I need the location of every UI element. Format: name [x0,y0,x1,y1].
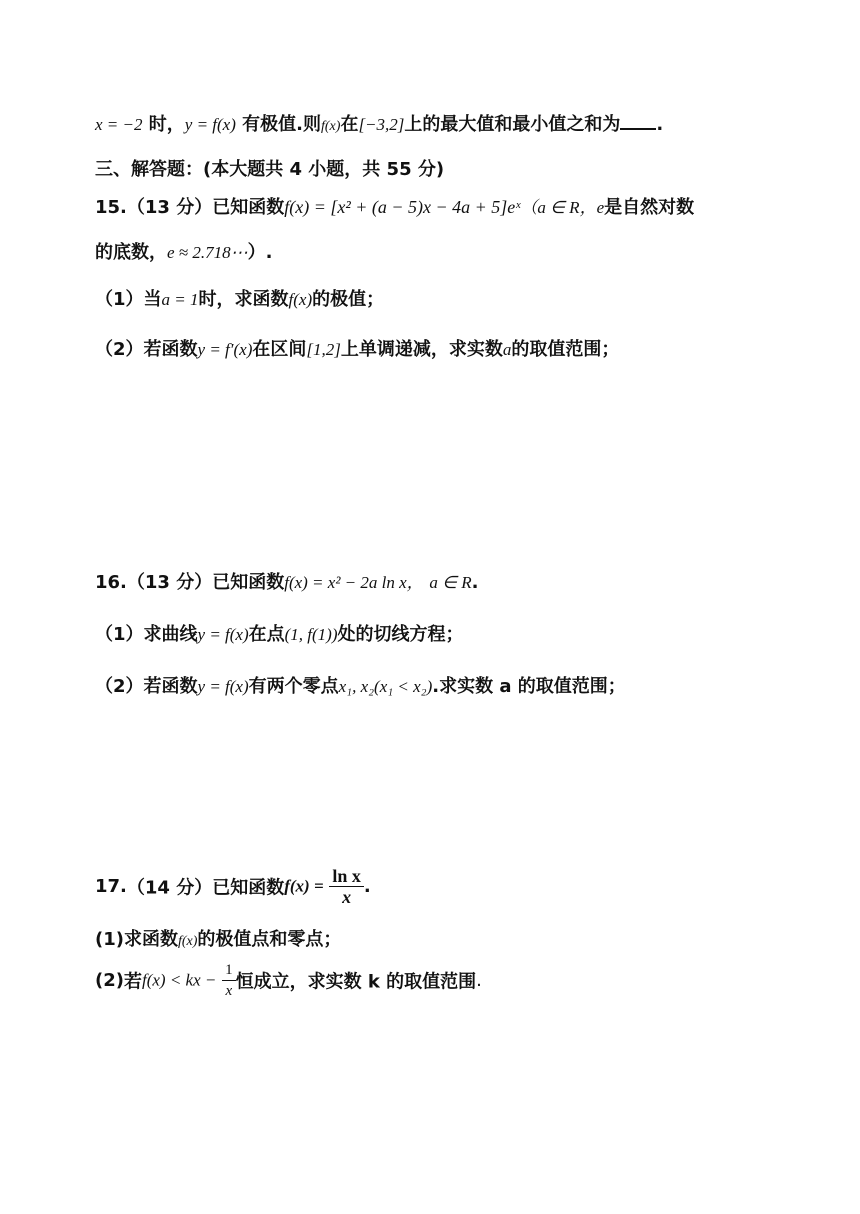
q16-p2-label: （2）若函数 [95,676,198,697]
q17-part-2 [95,960,482,1001]
q14-text-4: 上的最大值和最小值之和为 [404,114,621,135]
q17-frac-num: ln x [329,866,364,887]
q15-text-1: 是自然对数 [604,197,695,218]
answer-blank[interactable] [620,112,656,130]
q16-p1-text: 在点 [248,624,285,645]
q17-p1-label: (1) [95,929,124,950]
q17-part-1 [95,925,341,951]
q15-condition: （a ∈ R， [520,198,597,217]
q16-function: f(x) = x² − 2a ln x， [284,573,424,592]
q14-fx: f(x) [321,119,341,134]
q14-condition: x = −2 [95,115,143,134]
q15-text-3: ）. [247,242,273,263]
q15-p1-text: 时，求函数 [198,289,289,310]
q17-p1-text: 求函数 [123,929,178,950]
q15-approx: e ≈ 2.718⋯ [167,243,248,262]
q17-fraction [329,866,364,907]
q16-part-2 [95,672,626,698]
q16-p2-end: .求实数 a 的取值范围； [432,676,626,697]
q17-p2-frac-den: x [225,983,233,999]
q14-text-3: 在 [340,114,359,135]
q14-end: . [656,114,664,135]
q15-score: （13 分）已知函数 [126,197,285,218]
q16-p1-label: （1）求曲线 [95,624,198,645]
q16-p2-text: 有两个零点 [248,676,339,697]
q16-p2-zeros: x₁, x₂(x₁ < x₂) [338,677,433,696]
q14-text-1: 时， [142,114,185,135]
q15-stem-line-2 [95,238,272,264]
q15-p2-label: （2）若函数 [95,339,198,360]
q17-p1-end: 的极值点和零点； [197,929,342,950]
q17-p2-frac-num: 1 [222,960,236,981]
q14-interval: [−3,2] [358,115,405,134]
q15-p2-text: 在区间 [252,339,307,360]
q15-p1-end: 的极值； [312,289,385,310]
q16-p1-end: 处的切线方程； [337,624,464,645]
q14-conclusion-line [95,110,663,136]
q16-stem [95,568,478,594]
q17-score: （14 分）已知函数 [126,877,285,899]
q15-p2-end: 的取值范围； [511,339,620,360]
q15-text-2: 的底数， [95,242,167,263]
q15-p1-fx: f(x) [288,290,313,309]
q17-end: . [363,876,371,897]
q15-part-1 [95,285,384,311]
q15-p1-label: （1）当 [95,289,162,310]
q15-function: f(x) = [x² + (a − 5)x − 4a + 5]eˣ [284,197,521,217]
q15-p1-math: a = 1 [161,290,199,309]
q17-p2-text: 若 [123,971,142,993]
q15-p2-interval: [1,2] [306,340,341,359]
q15-p2-math: y = f′(x) [197,340,253,359]
q17-frac-den: x [342,887,352,907]
q16-condition: a ∈ R [429,573,472,592]
q17-stem [95,866,371,907]
q16-score: （13 分）已知函数 [126,572,285,593]
q16-end: . [471,572,479,593]
q16-p1-point: (1, f(1)) [284,625,338,644]
q17-p2-end: 恒成立，求实数 k 的取值范围 [235,971,477,993]
q14-text-2: 有极值.则 [235,114,321,135]
q15-p2-text-2: 上单调递减，求实数 [340,339,503,360]
q17-number: 17. [95,876,127,897]
q17-lhs: f(x) = [284,876,324,896]
q16-part-1 [95,620,464,646]
q15-number: 15. [95,197,127,218]
section-heading: 三、解答题：(本大题共 4 小题，共 55 分) [95,159,445,180]
q16-number: 16. [95,572,127,593]
q17-p2-label: (2) [95,970,124,991]
q15-e: e [596,198,605,217]
q17-p2-fraction [222,960,236,1001]
q17-p2-period: . [476,970,482,991]
q17-p2-math: f(x) < kx − [141,970,217,990]
q16-p2-math: y = f(x) [197,677,249,696]
q16-p1-math: y = f(x) [197,625,249,644]
q15-part-2 [95,335,619,361]
q15-stem-line-1 [95,193,694,219]
q17-p1-fx: f(x) [177,934,198,949]
q15-p2-var: a [502,340,512,359]
q14-function: y = f(x) [184,115,236,134]
